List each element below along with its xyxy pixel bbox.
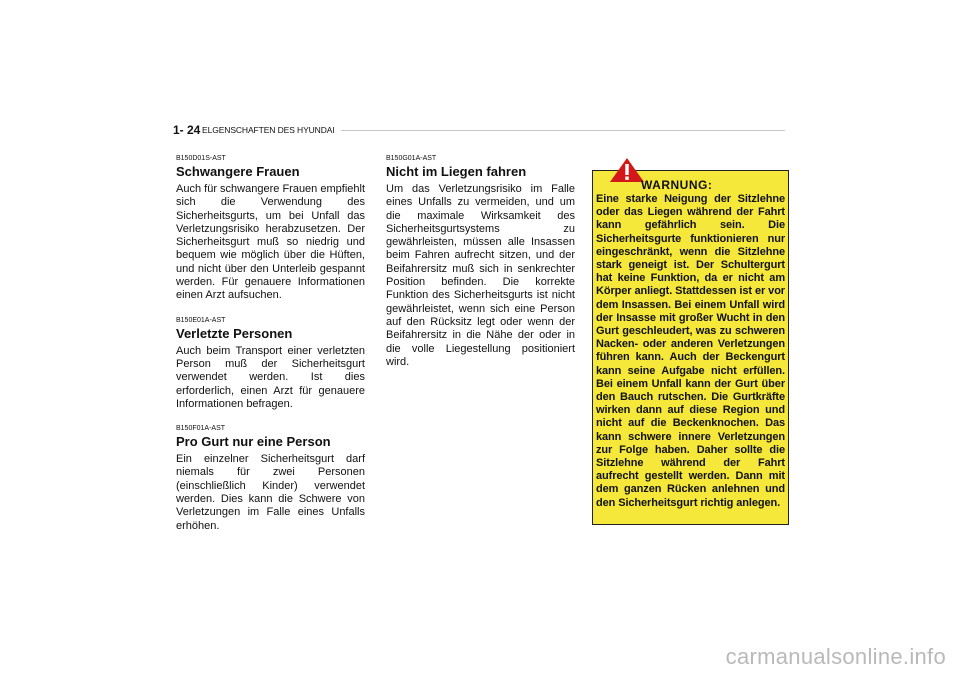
section-body: Ein einzelner Sicherheitsgurt darf niemals für zwei Personen (einschließlich Kinder) verwendet werden. Dies kann die Schwere von Verletzungen im Falle eines Unfalls erhöhen. <box>176 453 365 532</box>
section-code: B150E01A-AST <box>176 316 226 324</box>
section-heading: Pro Gurt nur eine Person <box>176 434 331 450</box>
section-injured-persons <box>176 317 365 411</box>
page-header <box>173 123 785 137</box>
section-title: ELGENSCHAFTEN DES HYUNDAI <box>202 125 335 135</box>
section-code: B150G01A-AST <box>386 155 437 162</box>
section-code: B150F01A-AST <box>176 425 226 433</box>
warning-body: Eine starke Neigung der Sitzlehne oder das Liegen während der Fahrt kann gefährlich sein. Die Sicherheitsgurte funktionieren nur eingeschränkt, wenn die Sitzlehne stark geneigt ist. Der Schultergurt hat keine Funktion, da er nicht am Körper anliegt. Stattdessen ist er vor dem Insassen. Bei einem Unfall wird der Insasse mit großer Wucht in den Gurt geschleudert, was zu schweren Nacken- oder anderen Verletzungen führen kann. Auch der Beckengurt kann seine Aufgabe nicht erfüllen. Bei einem Unfall kann der Gurt über den Bauch rutschen. Die Gurtkräfte wirken dann auf diese Region und nicht auf die Beckenknochen. Das kann schwere innere Verletzungen zur Folge haben. Daher sollte die Sitzlehne während der Fahrt aufrecht gestellt werden. Dann mit dem ganzen Rücken anlehnen und den Sicherheitsgurt richtig anlegen. <box>596 193 785 509</box>
warning-title: WARNUNG: <box>641 178 713 192</box>
page-number: 1- 24 <box>173 123 201 137</box>
section-heading: Nicht im Liegen fahren <box>386 164 527 179</box>
warning-triangle-icon <box>609 157 645 183</box>
middle-column <box>386 155 575 383</box>
section-one-person-per-belt <box>176 425 365 533</box>
section-body: Um das Verletzungsrisiko im Falle eines Unfalls zu vermeiden, und um die maximale Wirksamkeit des Sicherheitsgurtsystems zu gewährleisten, müssen alle Insassen beim Fahren aufrecht sitzen, und der Beifahrersitz muß sich in senkrechter Position befinden. Die korrekte Funktion des Sicherheitsgurts ist nicht gewährleistet, wenn sich eine Person auf den Rücksitz legt oder wenn der Beifahrersitz in die Nähe der oder in die volle Liegestellung positioniert wird. <box>386 183 575 368</box>
section-pregnant-women <box>176 155 365 303</box>
section-body: Auch für schwangere Frauen empfiehlt sich die Verwendung des Sicherheitsgurts, um bei Unfall das Verletzungsrisiko herabzusetzen. Der Sicherheitsgurt muß so niedrig und bequem wie möglich über die Hüften, und nicht über den Unterleib gespannt werden. Für genauere Informationen einen Arzt aufsuchen. <box>176 183 365 302</box>
section-code: B150D01S-AST <box>176 155 226 162</box>
left-column <box>176 155 365 547</box>
section-heading: Verletzte Personen <box>176 325 293 341</box>
header-rule <box>341 130 785 131</box>
section-body: Auch beim Transport einer verletzten Person muß der Sicherheitsgurt verwendet werden. Ist dies erforderlich, einen Arzt für genauere Informationen befragen. <box>176 344 365 410</box>
warning-box <box>592 170 789 525</box>
section-no-reclining <box>386 155 575 369</box>
watermark: carmanualsonline.info <box>725 644 946 669</box>
section-heading: Schwangere Frauen <box>176 164 300 179</box>
